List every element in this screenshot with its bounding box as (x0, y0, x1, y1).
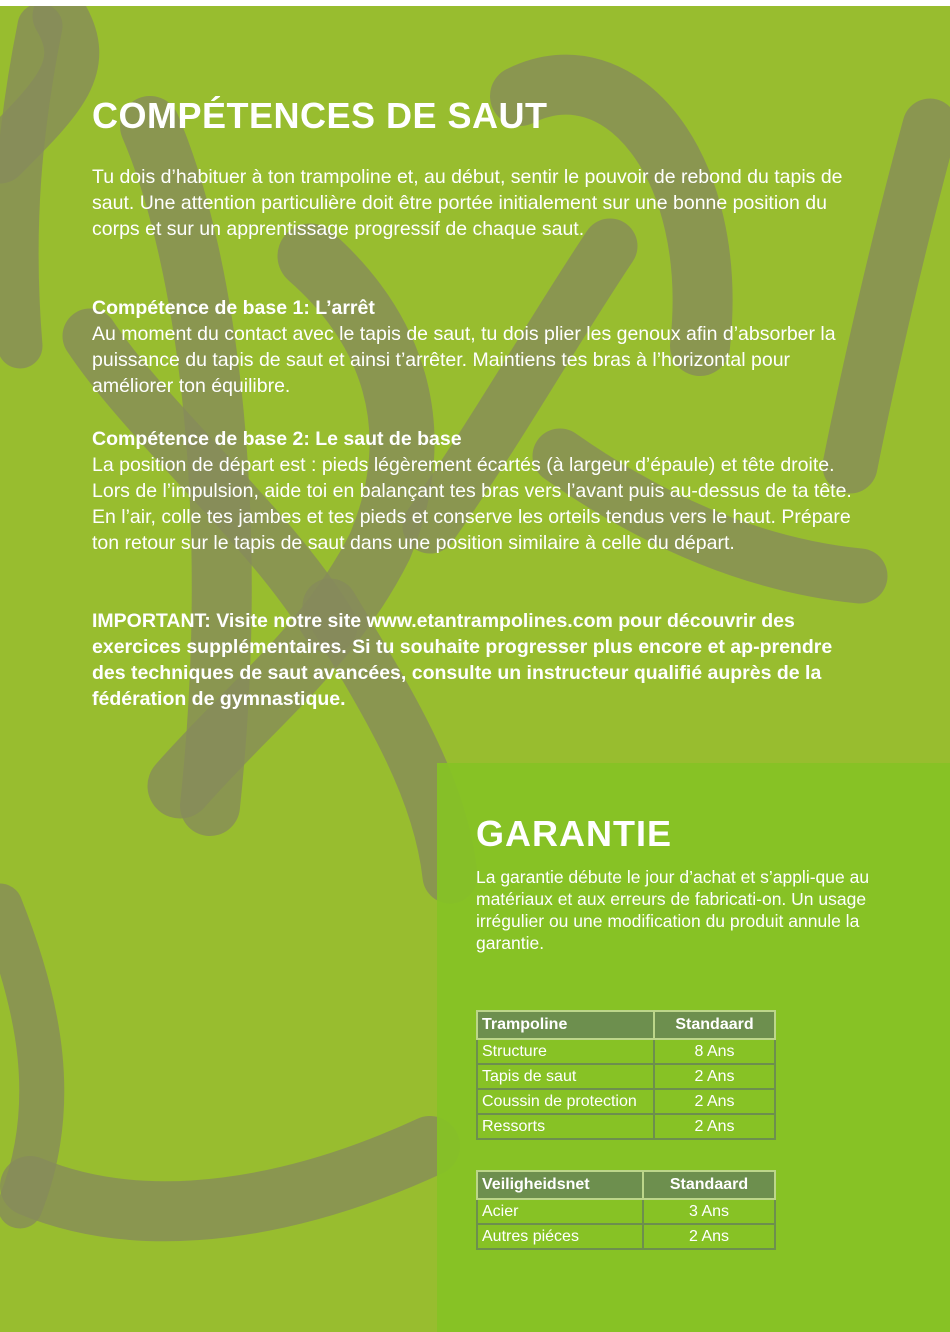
table-row (477, 1089, 775, 1114)
skill-1-text: Au moment du contact avec le tapis de saut, tu dois plier les genoux afin d’absorber la puissance du tapis de saut et ainsi t’arrêter. Maintiens tes bras à l’horizontal pour améliorer ton équilibre. (92, 323, 836, 397)
table-cell-item: Tapis de saut (477, 1064, 654, 1089)
table-row (477, 1224, 775, 1249)
table-cell-duration: 2 Ans (654, 1089, 775, 1114)
table-row (477, 1114, 775, 1139)
garantie-title: GARANTIE (476, 813, 672, 854)
important-notice: IMPORTANT: Visite notre site www.etantrampolines.com pour découvrir des exercices supplémentaires. Si tu souhaite progresser plus encore et ap-prendre des techniques de saut avancées, consulte un instructeur qualifié auprès de la fédération de gymnastique. (92, 610, 833, 710)
table-cell-duration: 2 Ans (654, 1064, 775, 1089)
table-header-cell: Veiligheidsnet (477, 1171, 643, 1199)
table-header-row (477, 1171, 775, 1199)
table-header-cell: Standaard (643, 1171, 775, 1199)
table-row (477, 1039, 775, 1064)
garantie-text: La garantie débute le jour d’achat et s’appli-que au matériaux et aux erreurs de fabricati-on. Un usage irrégulier ou une modification du produit annule la garantie. (476, 867, 870, 953)
intro-paragraph: Tu dois d’habituer à ton trampoline et, au début, sentir le pouvoir de rebond du tapis de saut. Une attention particulière doit être portée initialement sur une bonne position du corps et sur un apprentissage progressif de chaque saut. (92, 166, 843, 240)
table-cell-item: Structure (477, 1039, 654, 1064)
table-header-cell: Trampoline (477, 1011, 654, 1039)
skill-2-title: Compétence de base 2: Le saut de base (92, 428, 462, 450)
table-cell-duration: 3 Ans (643, 1199, 775, 1224)
table-row (477, 1064, 775, 1089)
table-header-row (477, 1011, 775, 1039)
table-cell-item: Coussin de protection (477, 1089, 654, 1114)
table-header-cell: Standaard (654, 1011, 775, 1039)
safety-net-warranty-table (476, 1170, 776, 1250)
page (0, 6, 950, 1332)
skill-1-section (92, 295, 862, 399)
trampoline-warranty-table (476, 1010, 776, 1140)
skill-1-title: Compétence de base 1: L’arrêt (92, 297, 375, 319)
skill-2-section (92, 426, 862, 556)
skill-2-text: La position de départ est : pieds légèrement écartés (à largeur d’épaule) et tête droite. Lors de l’impulsion, aide toi en balançant tes bras vers l’avant puis au-dessus de ta tête. En l’air, colle tes jambes et tes pieds et conserve les orteils tendus vers le haut. Prépare ton retour sur le tapis de saut dans une position similaire à celle du départ. (92, 454, 852, 554)
table-cell-duration: 2 Ans (643, 1224, 775, 1249)
table-cell-item: Ressorts (477, 1114, 654, 1139)
table-cell-duration: 8 Ans (654, 1039, 775, 1064)
table-cell-item: Autres piéces (477, 1224, 643, 1249)
page-title: COMPÉTENCES DE SAUT (92, 95, 548, 136)
table-cell-item: Acier (477, 1199, 643, 1224)
table-cell-duration: 2 Ans (654, 1114, 775, 1139)
table-row (477, 1199, 775, 1224)
